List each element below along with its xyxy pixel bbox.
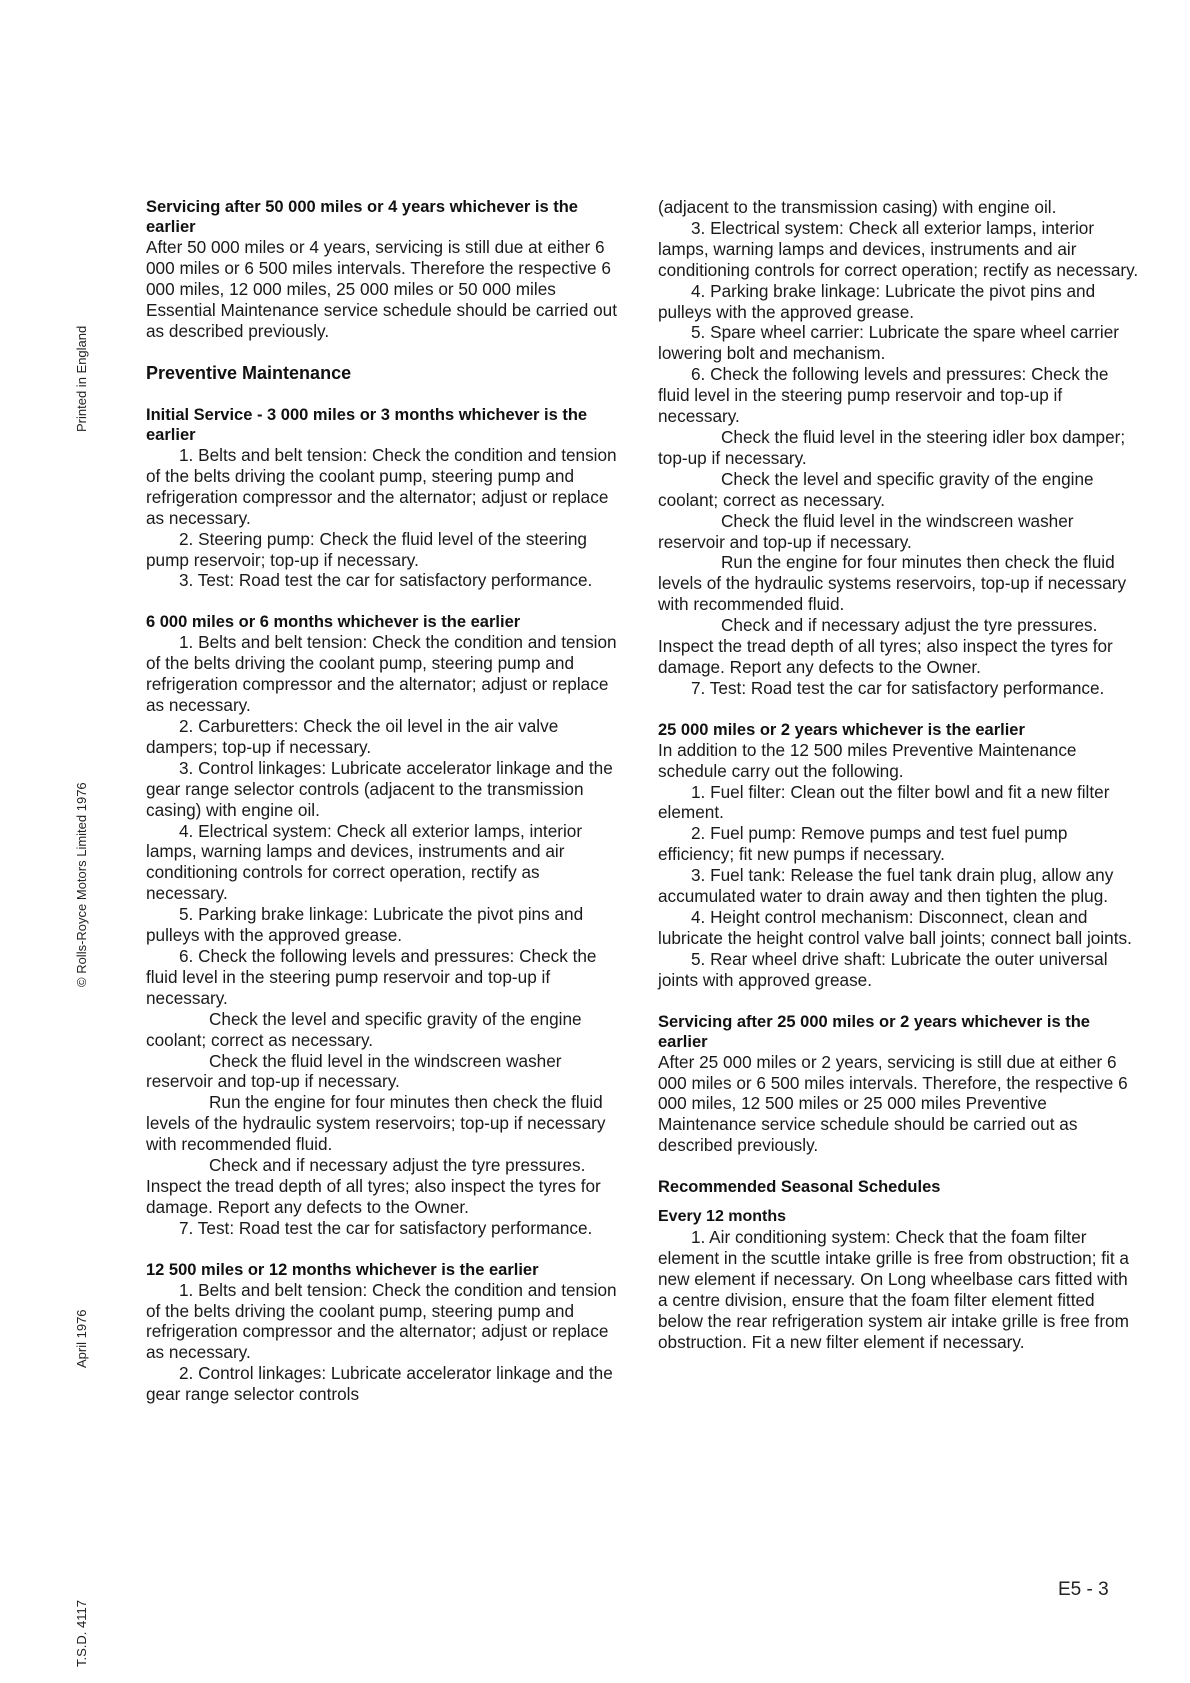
section-heading: 12 500 miles or 12 months whichever is the earlier [146,1260,539,1279]
list-subitem: Check and if necessary adjust the tyre pressures. Inspect the tread depth of all tyres; also inspect the tyres for damage. Report any defects to the Owner. [146,1155,601,1217]
right-column [658,197,1142,1374]
list-item: 4. Electrical system: Check all exterior lamps, interior lamps, warning lamps and devices, instruments and air conditioning controls for correct operation, rectify as necessary. [146,820,583,904]
list-item: 3. Test: Road test the car for satisfactory performance. [179,570,593,591]
list-item: 5. Rear wheel drive shaft: Lubricate the outer universal joints with approved grease. [658,948,1108,990]
paragraph: (adjacent to the transmission casing) with engine oil. [658,197,1057,217]
list-item: 2. Steering pump: Check the fluid level of the steering pump reservoir; top-up if necessary. [146,528,587,570]
list-item: 4. Parking brake linkage: Lubricate the pivot pins and pulleys with the approved grease. [658,280,1096,322]
list-item: 3. Electrical system: Check all exterior lamps, interior lamps, warning lamps and devices, instruments and air conditioning controls for correct operation; rectify as necessary. [658,217,1139,280]
paragraph: After 25 000 miles or 2 years, servicing is still due at either 6 000 miles or 6 500 miles intervals. Therefore, the respective 6 000 miles, 12 500 miles or 25 000 miles Preventive Maintenance service schedule should be carried out as described previously. [658,1051,1128,1156]
list-item: 7. Test: Road test the car for satisfactory performance. [691,677,1105,698]
list-item: 1. Belts and belt tension: Check the condition and tension of the belts driving the coolant pump, steering pump and refrigeration compressor and the alternator; adjust or replace as necessary. [146,1279,617,1363]
list-item: 1. Belts and belt tension: Check the condition and tension of the belts driving the coolant pump, steering pump and refrigeration compressor and the alternator; adjust or replace as necessary. [146,632,617,716]
page-title: Preventive Maintenance [146,362,352,383]
list-subitem: Check the fluid level in the steering idler box damper; top-up if necessary. [658,426,1126,468]
section-12500-miles [146,1260,618,1405]
list-subitem: Check the fluid level in the windscreen washer reservoir and top-up if necessary. [146,1050,562,1092]
paragraph: After 50 000 miles or 4 years, servicing is still due at either 6 000 miles or 6 500 miles intervals. Therefore the respective 6 000 miles, 12 000 miles, 25 000 miles or 50 000 miles Essential Maintenance service schedule should be carried out as described previously. [146,237,618,341]
section-heading: 6 000 miles or 6 months whichever is the earlier [146,613,521,632]
section-initial-service [146,405,618,591]
section-heading: Initial Service - 3 000 miles or 3 months whichever is the earlier [146,406,588,445]
page-number: E5 - 3 [1058,1579,1109,1600]
list-item: 5. Spare wheel carrier: Lubricate the spare wheel carrier lowering bolt and mechanism. [658,322,1119,364]
list-item: 1. Belts and belt tension: Check the condition and tension of the belts driving the coolant pump, steering pump and refrigeration compressor and the alternator; adjust or replace as necessary. [146,445,617,528]
list-item: 2. Control linkages: Lubricate accelerator linkage and the gear range selector controls [146,1363,613,1405]
list-subitem: Run the engine for four minutes then check the fluid levels of the hydraulic systems reservoirs, top-up if necessary with recommended fluid. [658,552,1127,615]
list-item: 2. Fuel pump: Remove pumps and test fuel pump efficiency; fit new pumps if necessary. [658,823,1068,865]
section-servicing-after-25000 [658,1012,1142,1157]
list-item: 6. Check the following levels and pressures: Check the fluid level in the steering pump reservoir and top-up if necessary. [146,945,597,1008]
section-heading: Servicing after 50 000 miles or 4 years whichever is the earlier [146,198,578,236]
copyright-notice: © Rolls-Royce Motors Limited 1976 [74,782,89,987]
section-heading: Servicing after 25 000 miles or 2 years whichever is the earlier [658,1012,1090,1051]
section-preventive-maintenance [146,363,618,385]
list-item: 1. Fuel filter: Clean out the filter bowl and fit a new filter element. [658,781,1110,823]
publication-date: April 1976 [74,1309,89,1368]
list-subitem: Check the fluid level in the windscreen washer reservoir and top-up if necessary. [658,510,1074,552]
subsection-heading: Every 12 months [658,1208,787,1226]
section-heading: Recommended Seasonal Schedules [658,1178,941,1197]
paragraph: In addition to the 12 500 miles Preventive Maintenance schedule carry out the following. [658,739,1077,781]
section-seasonal-schedules [658,1177,1142,1352]
list-item: 3. Control linkages: Lubricate accelerator linkage and the gear range selector controls (adjacent to the transmission casing) with engine oil. [146,757,613,820]
tsd-number: T.S.D. 4117 [74,1600,89,1667]
section-heading: 25 000 miles or 2 years whichever is the earlier [658,720,1025,739]
section-6000-miles [146,612,618,1238]
list-item: 4. Height control mechanism: Disconnect, clean and lubricate the height control valve ball joints; connect ball joints. [658,907,1132,948]
list-subitem: Check the level and specific gravity of the engine coolant; correct as necessary. [146,1008,582,1050]
section-25000-miles [658,720,1142,991]
list-subitem: Check the level and specific gravity of the engine coolant; correct as necessary. [658,468,1094,510]
section-12500-continued [658,197,1142,699]
list-subitem: Run the engine for four minutes then check the fluid levels of the hydraulic system reservoirs; top-up if necessary with recommended fluid. [146,1092,606,1155]
list-subitem: Check and if necessary adjust the tyre pressures. Inspect the tread depth of all tyres; also inspect the tyres for damage. Report any defects to the Owner. [658,615,1113,677]
list-item: 1. Air conditioning system: Check that the foam filter element in the scuttle intake grille is free from obstruction; fit a new element if necessary. On Long wheelbase cars fitted with a centre division, ensure that the foam filter element fitted below the rear refrigeration system air intake grille is free from obstruction. Fit a new filter element if necessary. [658,1227,1129,1352]
list-item: 6. Check the following levels and pressures: Check the fluid level in the steering pump reservoir and top-up if necessary. [658,364,1109,427]
left-column [146,197,618,1426]
list-item: 2. Carburetters: Check the oil level in the air valve dampers; top-up if necessary. [146,716,559,757]
list-item: 7. Test: Road test the car for satisfactory performance. [179,1217,593,1238]
list-item: 3. Fuel tank: Release the fuel tank drain plug, allow any accumulated water to drain away and then tighten the plug. [658,865,1114,907]
section-servicing-after-50000 [146,197,618,342]
list-item: 5. Parking brake linkage: Lubricate the pivot pins and pulleys with the approved grease. [146,904,584,946]
printed-in-england: Printed in England [74,325,89,432]
